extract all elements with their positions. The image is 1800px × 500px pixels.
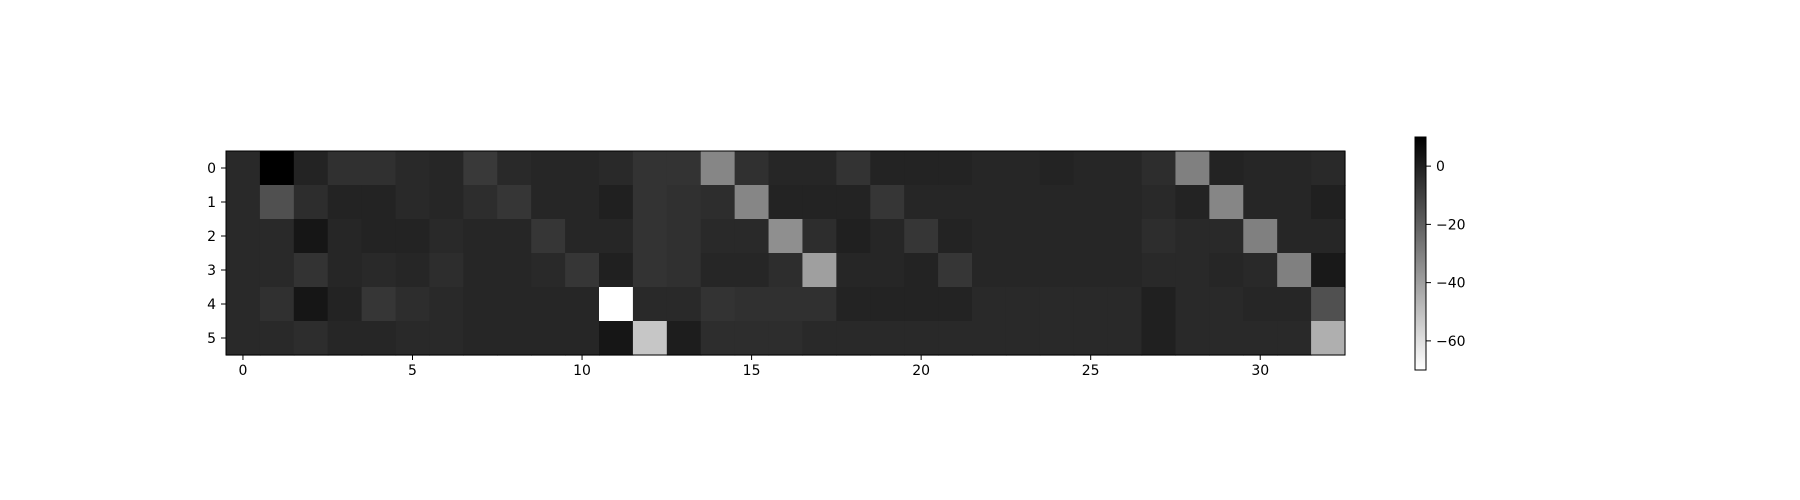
heatmap-cell <box>870 287 905 322</box>
heatmap-cell <box>328 253 363 288</box>
heatmap-cell <box>565 321 600 356</box>
heatmap-cell <box>1142 151 1177 186</box>
heatmap-cell <box>802 287 837 322</box>
heatmap-cell <box>701 287 736 322</box>
heatmap-cell <box>260 151 295 186</box>
heatmap-cell <box>328 185 363 220</box>
heatmap-cell <box>599 219 634 254</box>
heatmap-cell <box>735 321 770 356</box>
heatmap-cell <box>1108 253 1143 288</box>
heatmap-cell <box>497 185 532 220</box>
heatmap-cell <box>735 219 770 254</box>
heatmap-cell <box>1006 321 1041 356</box>
heatmap-cell <box>1311 287 1346 322</box>
heatmap-cell <box>531 219 566 254</box>
heatmap-cell <box>1142 185 1177 220</box>
heatmap-cell <box>769 219 804 254</box>
heatmap-cell <box>1243 287 1278 322</box>
heatmap-cell <box>1243 219 1278 254</box>
heatmap-cell <box>938 219 973 254</box>
heatmap-cell <box>1175 185 1210 220</box>
heatmap-cell <box>802 321 837 356</box>
colorbar <box>1415 137 1426 370</box>
heatmap-cell <box>769 287 804 322</box>
heatmap-cell <box>1006 185 1041 220</box>
heatmap-cell <box>701 321 736 356</box>
heatmap-cell <box>1209 185 1244 220</box>
heatmap-cell <box>1311 253 1346 288</box>
heatmap-cell <box>1311 219 1346 254</box>
heatmap-cell <box>1142 219 1177 254</box>
y-tick-label: 3 <box>207 263 216 279</box>
heatmap-cell <box>429 151 464 186</box>
heatmap-cell <box>870 321 905 356</box>
heatmap-cell <box>531 287 566 322</box>
heatmap-cell <box>362 287 397 322</box>
colorbar-tick-label: −20 <box>1436 217 1466 234</box>
heatmap-cell <box>802 185 837 220</box>
heatmap-cell <box>497 287 532 322</box>
heatmap-cell <box>735 151 770 186</box>
heatmap-cell <box>497 321 532 356</box>
heatmap-cell <box>1108 287 1143 322</box>
heatmap-cell <box>701 151 736 186</box>
heatmap-cell <box>1277 253 1312 288</box>
heatmap-cell <box>565 253 600 288</box>
heatmap-cell <box>836 321 871 356</box>
heatmap-cell <box>1006 287 1041 322</box>
heatmap-cell <box>1040 219 1075 254</box>
heatmap-cell <box>362 151 397 186</box>
heatmap-cell <box>531 151 566 186</box>
heatmap-cell <box>972 185 1007 220</box>
heatmap-cell <box>1074 219 1109 254</box>
heatmap-cell <box>1277 185 1312 220</box>
heatmap-cell <box>735 287 770 322</box>
heatmap-cell <box>667 151 702 186</box>
heatmap-cell <box>362 185 397 220</box>
heatmap-cell <box>1175 287 1210 322</box>
heatmap-cell <box>769 185 804 220</box>
heatmap-cell <box>260 253 295 288</box>
heatmap-cell <box>769 321 804 356</box>
heatmap-cell <box>1175 321 1210 356</box>
heatmap-cell <box>396 219 431 254</box>
heatmap-cell <box>1277 287 1312 322</box>
heatmap-cell <box>463 287 498 322</box>
heatmap-cell <box>904 185 939 220</box>
heatmap-cell <box>362 219 397 254</box>
x-tick-label: 25 <box>1081 363 1100 379</box>
heatmap-cell <box>904 151 939 186</box>
heatmap-cell <box>1209 219 1244 254</box>
heatmap-cell <box>769 253 804 288</box>
heatmap-cell <box>362 321 397 356</box>
heatmap-cell <box>1311 185 1346 220</box>
colorbar-axis <box>1426 159 1466 350</box>
heatmap-cell <box>328 151 363 186</box>
y-axis <box>207 161 226 347</box>
heatmap-cell <box>769 151 804 186</box>
heatmap-cell <box>599 151 634 186</box>
heatmap-cell <box>1006 253 1041 288</box>
heatmap-cell <box>1175 219 1210 254</box>
heatmap-cell <box>328 287 363 322</box>
heatmap-cell <box>1074 253 1109 288</box>
x-tick-label: 20 <box>912 363 931 379</box>
heatmap-cell <box>735 253 770 288</box>
heatmap-cell <box>497 219 532 254</box>
heatmap-cell <box>294 219 329 254</box>
heatmap-cell <box>396 185 431 220</box>
heatmap-cell <box>1108 219 1143 254</box>
heatmap-cell <box>633 219 668 254</box>
heatmap-cell <box>972 219 1007 254</box>
heatmap-cell <box>429 321 464 356</box>
x-tick-label: 5 <box>408 363 417 379</box>
heatmap-cell <box>938 287 973 322</box>
heatmap-cell <box>429 219 464 254</box>
colorbar-gradient <box>1415 137 1426 370</box>
heatmap-cell <box>1311 151 1346 186</box>
heatmap-cell <box>260 185 295 220</box>
heatmap-cell <box>463 253 498 288</box>
heatmap-cell <box>1209 287 1244 322</box>
y-tick-label: 2 <box>207 229 216 245</box>
heatmap-cell <box>972 287 1007 322</box>
y-tick-label: 4 <box>207 297 216 313</box>
heatmap-cell <box>938 253 973 288</box>
heatmap-cell <box>972 151 1007 186</box>
heatmap-cell <box>463 219 498 254</box>
heatmap-cell <box>226 219 261 254</box>
heatmap-cell <box>1074 321 1109 356</box>
heatmap-cell <box>1209 321 1244 356</box>
heatmap-cell <box>226 151 261 186</box>
heatmap-cell <box>836 185 871 220</box>
y-tick-label: 5 <box>207 331 216 347</box>
heatmap-cell <box>667 321 702 356</box>
heatmap-cell <box>565 151 600 186</box>
heatmap-cell <box>463 185 498 220</box>
heatmap-cell <box>1074 185 1109 220</box>
heatmap-cell <box>802 151 837 186</box>
heatmap-cell <box>938 321 973 356</box>
heatmap-cell <box>429 185 464 220</box>
heatmap-cell <box>1311 321 1346 356</box>
heatmap-cell <box>904 219 939 254</box>
heatmap-cell <box>599 287 634 322</box>
heatmap-cell <box>667 253 702 288</box>
heatmap-cell <box>328 219 363 254</box>
x-tick-label: 10 <box>573 363 591 379</box>
heatmap-cell <box>633 253 668 288</box>
heatmap-cell <box>565 185 600 220</box>
heatmap-cell <box>429 253 464 288</box>
heatmap-cell <box>599 253 634 288</box>
heatmap-cell <box>1277 321 1312 356</box>
heatmap-cell <box>870 219 905 254</box>
heatmap-cell <box>836 219 871 254</box>
heatmap-cell <box>226 185 261 220</box>
heatmap-cell <box>497 253 532 288</box>
heatmap-cell <box>1074 151 1109 186</box>
heatmap-cell <box>802 253 837 288</box>
heatmap-cell <box>565 219 600 254</box>
heatmap-cell <box>701 219 736 254</box>
heatmap-cell <box>633 287 668 322</box>
heatmap-cell <box>870 185 905 220</box>
colorbar-tick-label: 0 <box>1436 159 1445 176</box>
heatmap-cell <box>226 287 261 322</box>
heatmap-cell <box>226 321 261 356</box>
heatmap-cell <box>904 253 939 288</box>
heatmap-cell <box>1006 151 1041 186</box>
heatmap-cell <box>463 151 498 186</box>
colorbar-tick-label: −40 <box>1436 275 1466 292</box>
heatmap-cell <box>1243 151 1278 186</box>
heatmap-cell <box>667 219 702 254</box>
x-tick-label: 15 <box>742 363 761 379</box>
heatmap-cell <box>836 253 871 288</box>
heatmap-cell <box>972 253 1007 288</box>
heatmap-cell <box>1040 185 1075 220</box>
heatmap-cell <box>531 321 566 356</box>
heatmap-cell <box>1243 253 1278 288</box>
heatmap-cell <box>667 185 702 220</box>
heatmap-cell <box>870 151 905 186</box>
x-axis <box>238 355 1269 379</box>
heatmap-cell <box>1108 321 1143 356</box>
heatmap-cell <box>396 253 431 288</box>
heatmap-cell <box>1074 287 1109 322</box>
heatmap-cell <box>633 185 668 220</box>
heatmap-cell <box>328 321 363 356</box>
heatmap-cells <box>226 151 1346 356</box>
heatmap-cell <box>1175 151 1210 186</box>
heatmap-cell <box>735 185 770 220</box>
heatmap-cell <box>294 253 329 288</box>
colorbar-tick-label: −60 <box>1436 333 1466 350</box>
heatmap-cell <box>1142 253 1177 288</box>
heatmap-cell <box>701 185 736 220</box>
heatmap-cell <box>1040 253 1075 288</box>
heatmap-cell <box>294 287 329 322</box>
heatmap-cell <box>633 321 668 356</box>
heatmap-cell <box>1108 151 1143 186</box>
heatmap-cell <box>1040 287 1075 322</box>
y-tick-label: 1 <box>207 195 216 211</box>
heatmap-cell <box>531 253 566 288</box>
heatmap-cell <box>1006 219 1041 254</box>
heatmap-cell <box>463 321 498 356</box>
heatmap-cell <box>260 287 295 322</box>
heatmap-cell <box>396 151 431 186</box>
heatmap-cell <box>938 151 973 186</box>
heatmap-cell <box>396 287 431 322</box>
heatmap-cell <box>938 185 973 220</box>
heatmap-cell <box>972 321 1007 356</box>
heatmap-cell <box>1209 253 1244 288</box>
heatmap-cell <box>802 219 837 254</box>
heatmap-cell <box>904 321 939 356</box>
heatmap-cell <box>599 321 634 356</box>
x-tick-label: 0 <box>238 363 248 379</box>
heatmap-cell <box>1142 321 1177 356</box>
heatmap-cell <box>701 253 736 288</box>
x-tick-label: 30 <box>1251 363 1270 379</box>
heatmap-cell <box>226 253 261 288</box>
heatmap-cell <box>565 287 600 322</box>
heatmap-cell <box>429 287 464 322</box>
heatmap-cell <box>531 185 566 220</box>
heatmap-cell <box>836 151 871 186</box>
heatmap-cell <box>870 253 905 288</box>
heatmap-cell <box>1142 287 1177 322</box>
heatmap-cell <box>1243 321 1278 356</box>
heatmap-cell <box>1277 219 1312 254</box>
heatmap-cell <box>294 321 329 356</box>
heatmap-cell <box>1209 151 1244 186</box>
heatmap-cell <box>1040 321 1075 356</box>
y-tick-label: 0 <box>207 161 216 177</box>
heatmap-cell <box>362 253 397 288</box>
heatmap-cell <box>1175 253 1210 288</box>
heatmap-cell <box>260 219 295 254</box>
heatmap-cell <box>667 287 702 322</box>
heatmap-cell <box>633 151 668 186</box>
heatmap-cell <box>294 185 329 220</box>
heatmap-cell <box>497 151 532 186</box>
heatmap-cell <box>396 321 431 356</box>
heatmap-cell <box>1277 151 1312 186</box>
heatmap-cell <box>904 287 939 322</box>
heatmap-cell <box>1108 185 1143 220</box>
heatmap-cell <box>294 151 329 186</box>
heatmap-cell <box>599 185 634 220</box>
heatmap-cell <box>1243 185 1278 220</box>
heatmap-cell <box>1040 151 1075 186</box>
heatmap-cell <box>836 287 871 322</box>
heatmap-cell <box>260 321 295 356</box>
